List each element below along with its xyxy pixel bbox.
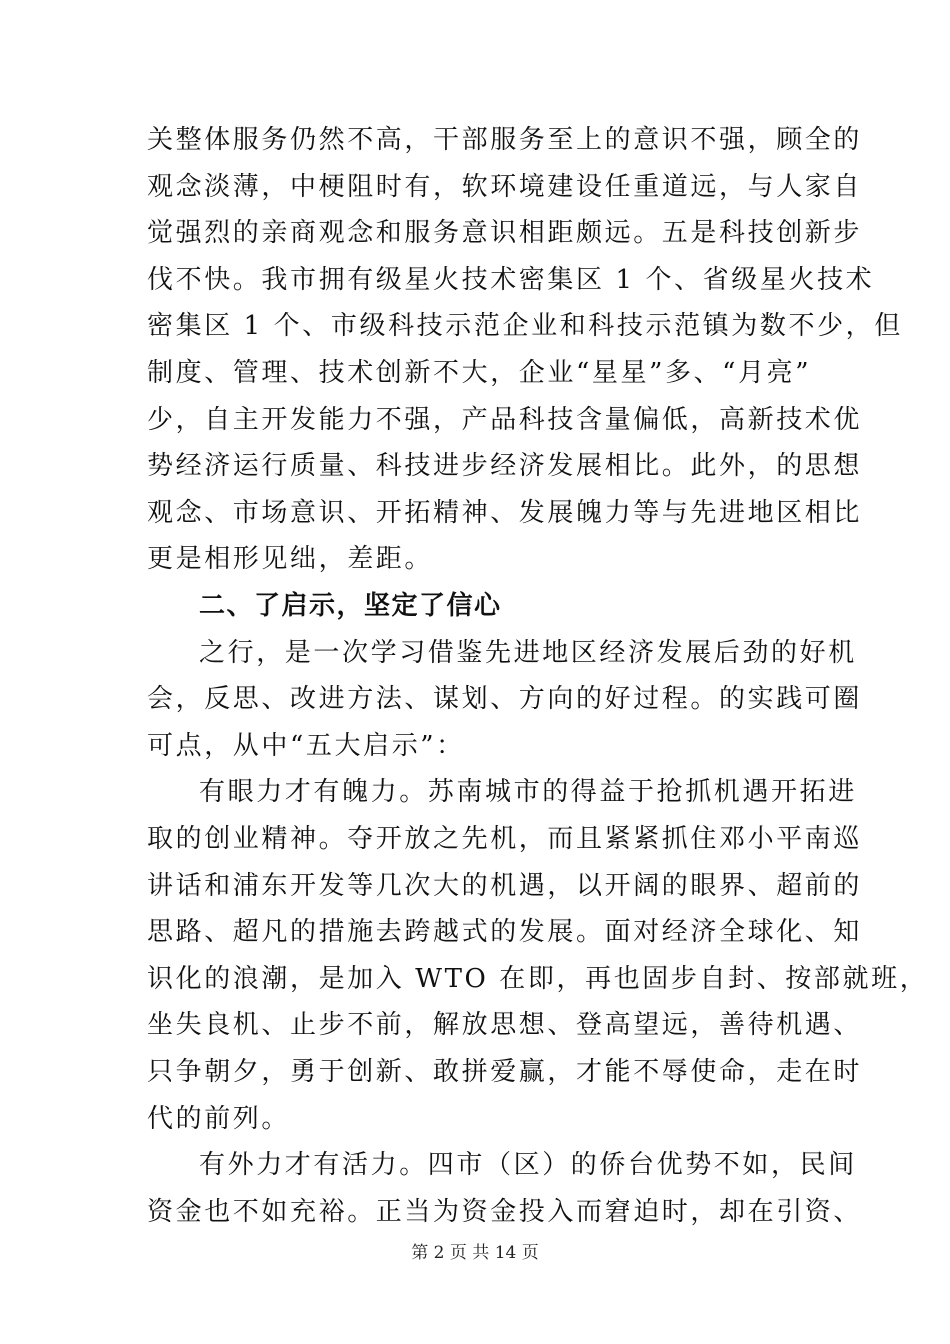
body-text-line: 识化的浪潮，是加入 WTO 在即，再也固步自封、按部就班， (147, 964, 929, 994)
body-text-line: 制度、管理、技术创新不大，企业“星星”多、“月亮” (147, 358, 812, 388)
paragraph-first-line: 之行，是一次学习借鉴先进地区经济发展后劲的好机 (199, 638, 857, 668)
body-text-line: 会，反思、改进方法、谋划、方向的好过程。的实践可圈 (147, 684, 863, 714)
body-text-line: 密集区 1 个、市级科技示范企业和科技示范镇为数不少，但 (147, 311, 903, 341)
body-text-line: 可点，从中“五大启示”： (147, 731, 465, 761)
body-text-line: 觉强烈的亲商观念和服务意识相距颇远。五是科技创新步 (147, 218, 863, 248)
body-text-line: 关整体服务仍然不高，干部服务至上的意识不强，顾全的 (147, 125, 863, 155)
body-text-line: 取的创业精神。夺开放之先机，而且紧紧抓住邓小平南巡 (147, 824, 863, 854)
paragraph-first-line: 有外力才有活力。四市（区）的侨台优势不如，民间 (199, 1150, 857, 1180)
body-text-line: 少，自主开发能力不强，产品科技含量偏低，高新技术优 (147, 405, 863, 435)
body-text-line: 势经济运行质量、科技进步经济发展相比。此外，的思想 (147, 451, 863, 481)
body-text-line: 伐不快。我市拥有级星火技术密集区 1 个、省级星火技术 (147, 265, 875, 295)
section-heading: 二、了启示，坚定了信心 (199, 591, 502, 621)
page-footer: 第 2 页 共 14 页 (411, 1243, 539, 1263)
body-text-line: 思路、超凡的措施去跨越式的发展。面对经济全球化、知 (147, 917, 863, 947)
body-text-line: 坐失良机、止步不前，解放思想、登高望远，善待机遇、 (147, 1010, 863, 1040)
body-text-line: 观念、市场意识、开拓精神、发展魄力等与先进地区相比 (147, 498, 863, 528)
paragraph-first-line: 有眼力才有魄力。苏南城市的得益于抢抓机遇开拓进 (199, 777, 857, 807)
body-text-line: 只争朝夕，勇于创新、敢拼爱赢，才能不辱使命，走在时 (147, 1057, 863, 1087)
body-text-line: 资金也不如充裕。正当为资金投入而窘迫时，却在引资、 (147, 1197, 863, 1227)
body-text-line: 观念淡薄，中梗阻时有，软环境建设任重道远，与人家自 (147, 172, 863, 202)
body-text-line: 讲话和浦东开发等几次大的机遇，以开阔的眼界、超前的 (147, 871, 863, 901)
body-text-line: 代的前列。 (147, 1104, 291, 1134)
body-text-line: 更是相形见绌，差距。 (147, 544, 434, 574)
